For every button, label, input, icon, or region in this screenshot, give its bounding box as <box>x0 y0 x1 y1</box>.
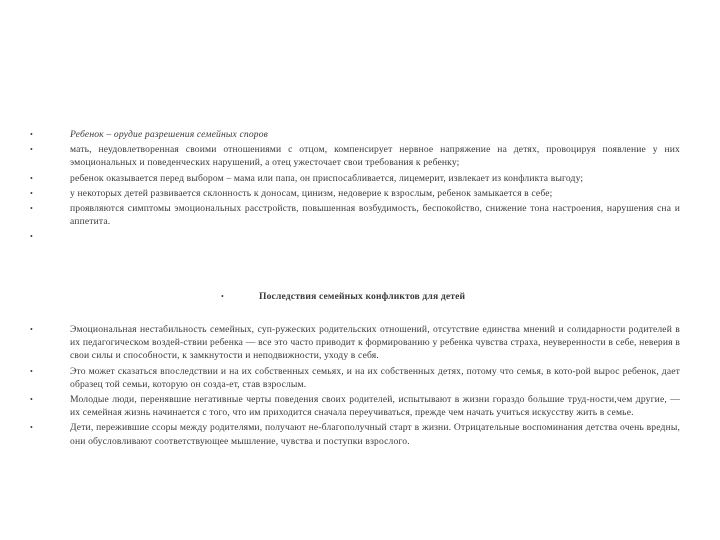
list-item-text: Ребенок – орудие разрешения семейных споров <box>70 129 268 140</box>
bottom-bullet-list <box>30 323 680 448</box>
list-item <box>30 202 680 228</box>
list-item-text: ребенок оказывается перед выбором – мама или папа, он приспосабливается, лицемерит, извлекает из конфликта выгоду; <box>70 172 584 184</box>
list-item-text: проявляются симптомы эмоциональных расстройств, повышенная возбудимость, беспокойство, снижение тона настроения, нарушения сна и аппетита. <box>70 203 680 228</box>
list-item <box>30 393 680 419</box>
bullet-icon: • <box>30 232 33 242</box>
bullet-icon: • <box>30 325 33 334</box>
list-item <box>30 172 680 185</box>
list-item <box>30 230 680 243</box>
bullet-icon: • <box>30 188 33 198</box>
bullet-icon: • <box>30 366 33 376</box>
list-item <box>30 365 680 391</box>
bullet-icon: • <box>30 395 33 405</box>
section-heading-text: Последствия семейных конфликтов для детей <box>259 291 466 302</box>
bullet-icon: • <box>30 130 33 139</box>
list-item <box>30 128 680 141</box>
list-item-text: мать, неудовлетворенная своими отношениями с отцом, компенсирует нервное напряжение на детях, провоцируя появление у них эмоциональных и поведенческих нарушений, а отец ужесточает свои требования к ребенку; <box>70 144 680 169</box>
bullet-icon: • <box>30 145 33 155</box>
list-item-text: у некоторых детей развивается склонность к доносам, цинизм, недоверие к взрослым, ребенок замыкается в себе; <box>70 187 553 199</box>
list-item-text: Это может сказаться впоследствии и на их собственных семьях, и на их собственных детях, потому что семья, в кото-рой вырос ребенок, дает образец той семьи, которую он созда-ет, став взрослым. <box>70 365 680 390</box>
bullet-icon: • <box>221 292 224 301</box>
list-item-text: Эмоциональная нестабильность семейных, суп-ружеских родительских отношений, отсутствие единства мнений и солидарности родителей в их педагогическом воздей-ствии ребенка — все это часто приводит к формированию у ребенка чувства страха, неуверенности в себе, неверия в свои силы и способности, к замкнутости и неподвижности, уходу в себя. <box>70 324 680 362</box>
bullet-icon: • <box>30 173 33 183</box>
bullet-icon: • <box>30 204 33 214</box>
list-item <box>30 143 680 169</box>
list-item-text: Дети, пережившие ссоры между родителями, получают не-благополучный старт в жизни. Отрицательные воспоминания детства очень вредны, они обусловливают соответствующее мышление, чувства и поступки взрослого. <box>70 422 680 447</box>
bullet-icon: • <box>30 423 33 433</box>
list-item <box>30 187 680 200</box>
list-item <box>30 421 680 447</box>
list-item-text: Молодые люди, перенявшие негативные черты поведения своих родителей, испытывают в жизни гораздо большие труд-ности,чем другие, — их семейная жизнь начинается с того, что им приходится сначала переучиваться, прежде чем начать учиться искусству жить в семье. <box>70 394 680 419</box>
top-bullet-list <box>30 128 680 244</box>
list-item <box>30 323 680 363</box>
section-heading <box>221 290 521 303</box>
